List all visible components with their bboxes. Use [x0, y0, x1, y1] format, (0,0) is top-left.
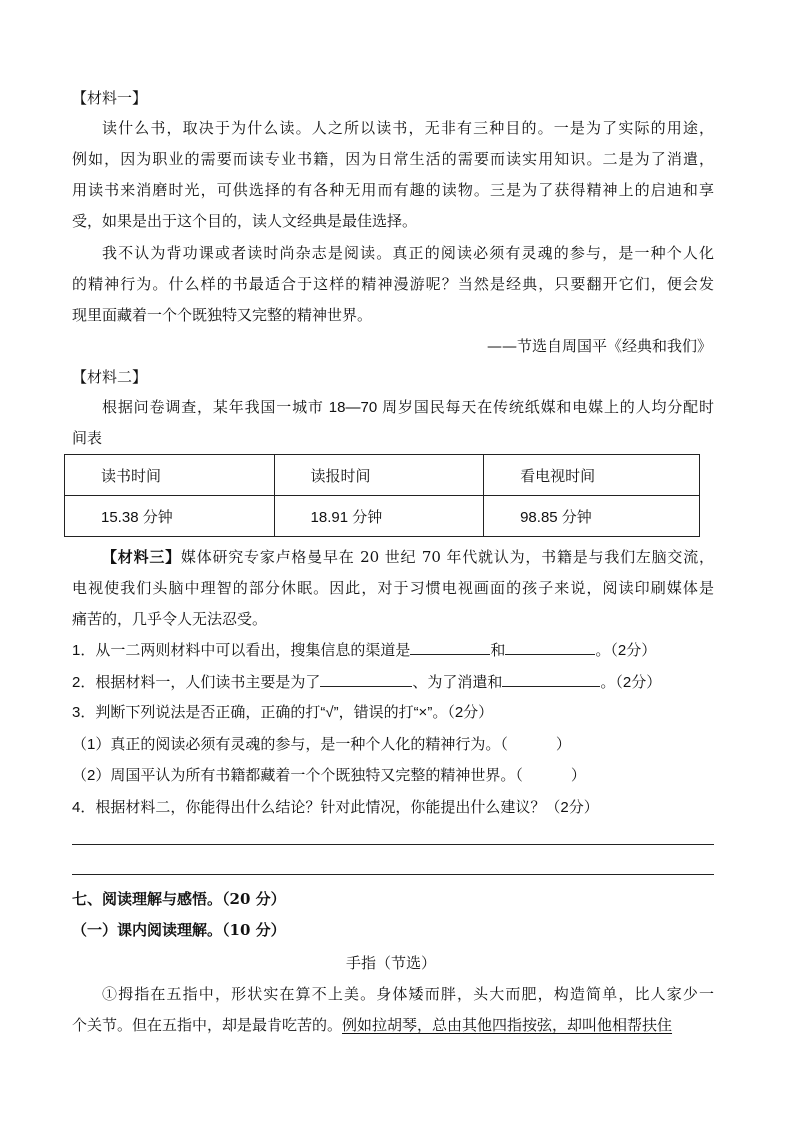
table-cell: 15.38 分钟 — [65, 496, 275, 537]
question-1 — [72, 640, 656, 661]
reading-time-table — [64, 454, 700, 537]
material3-line3: 痛苦的，几乎令人无法忍受。 — [72, 610, 268, 628]
passage-underlined-text: 例如拉胡琴，总由其他四指按弦，却叫他相帮扶住 — [342, 1016, 673, 1034]
question-3-1-text: （1）真正的阅读必须有灵魂的参与，是一种个人化的精神行为。（ — [72, 736, 508, 753]
table-header-row — [65, 455, 700, 496]
answer-blank-1b[interactable] — [505, 640, 595, 655]
question-3-2-text: （2）周国平认为所有书籍都藏着一个个既独特又完整的精神世界。（ — [72, 767, 523, 784]
passage-para1-line2 — [72, 1015, 672, 1035]
material2-intro-line1: 根据问卷调查，某年我国一城市 18—70 周岁国民每天在传统纸媒和电媒上的人均分配时 — [102, 399, 714, 416]
answer-blank-2b[interactable] — [502, 672, 600, 687]
question-2-text: 2．根据材料一，人们读书主要是为了 — [72, 674, 321, 691]
material1-p1-line2: 例如，因为职业的需要而读专业书籍，因为日常生活的需要而读实用知识。二是为了消遣， — [72, 150, 714, 168]
material1-heading: 【材料一】 — [72, 89, 148, 107]
material3-heading: 【材料三】 — [102, 549, 181, 566]
question-3-2 — [72, 766, 586, 786]
question-1-text: 1．从一二两则材料中可以看出，搜集信息的渠道是 — [72, 642, 411, 659]
passage-plain-text: 个关节。但在五指中，却是最肯吃苦的。 — [72, 1016, 343, 1034]
material1-source: ——节选自周国平《经典和我们》 — [486, 337, 712, 355]
material1-p2-line3: 现里面藏着一个个既独特又完整的精神世界。 — [72, 306, 373, 324]
table-cell: 98.85 分钟 — [484, 496, 700, 537]
passage-title: 手指（节选） — [346, 954, 437, 972]
table-header-cell: 读书时间 — [65, 455, 275, 496]
table-row — [65, 496, 700, 537]
section7-heading: 七、阅读理解与感悟。（20 分） — [72, 890, 286, 908]
question-1-connector: 和 — [490, 642, 506, 659]
answer-blank-1a[interactable] — [410, 640, 490, 655]
answer-line-1[interactable] — [72, 844, 714, 845]
answer-line-2[interactable] — [72, 874, 714, 875]
question-3-1 — [72, 735, 571, 755]
question-1-points: 。（2分） — [595, 642, 657, 659]
answer-blank-2a[interactable] — [320, 672, 412, 687]
material1-p2-line1: 我不认为背功课或者读时尚杂志是阅读。真正的阅读必须有灵魂的参与，是一种个人化 — [102, 244, 714, 262]
material1-p1-line1: 读什么书，取决于为什么读。人之所以读书，无非有三种目的。一是为了实际的用途， — [102, 119, 714, 137]
passage-para1-line1: ①拇指在五指中，形状实在算不上美。身体矮而胖，头大而肥，构造简单，比人家少一 — [102, 985, 714, 1003]
question-3-2-close: ） — [570, 767, 586, 784]
section7-subheading: （一）课内阅读理解。（10 分） — [72, 921, 286, 939]
material1-p1-line3: 用读书来消磨时光，可供选择的有各种无用而有趣的读物。三是为了获得精神上的启迪和享 — [72, 181, 714, 199]
question-2-points: 。（2分） — [600, 674, 662, 691]
table-header-cell: 看电视时间 — [484, 455, 700, 496]
table-header-cell: 读报时间 — [274, 455, 484, 496]
material2-intro-line2: 间表 — [72, 430, 103, 447]
material1-p1-line4: 受，如果是出于这个目的，读人文经典是最佳选择。 — [72, 212, 418, 230]
material3-line2: 电视使我们头脑中理智的部分休眠。因此，对于习惯电视画面的孩子来说，阅读印刷媒体是 — [72, 579, 714, 597]
question-3-1-close: ） — [555, 736, 571, 753]
material2-heading: 【材料二】 — [72, 368, 148, 386]
question-4: 4．根据材料二，你能得出什么结论？针对此情况，你能提出什么建议？（2分） — [72, 799, 599, 816]
question-3: 3．判断下列说法是否正确，正确的打“√”，错误的打“×”。（2分） — [72, 704, 494, 721]
table-cell: 18.91 分钟 — [274, 496, 484, 537]
question-2 — [72, 672, 661, 693]
material1-p2-line2: 的精神行为。什么样的书最适合于这样的精神漫游呢？当然是经典，只要翻开它们，便会发 — [72, 275, 714, 293]
material3-text: 媒体研究专家卢格曼早在 20 世纪 70 年代就认为，书籍是与我们左脑交流， — [180, 548, 714, 566]
question-2-connector: 、为了消遣和 — [412, 674, 503, 691]
material3-line1 — [102, 547, 714, 568]
